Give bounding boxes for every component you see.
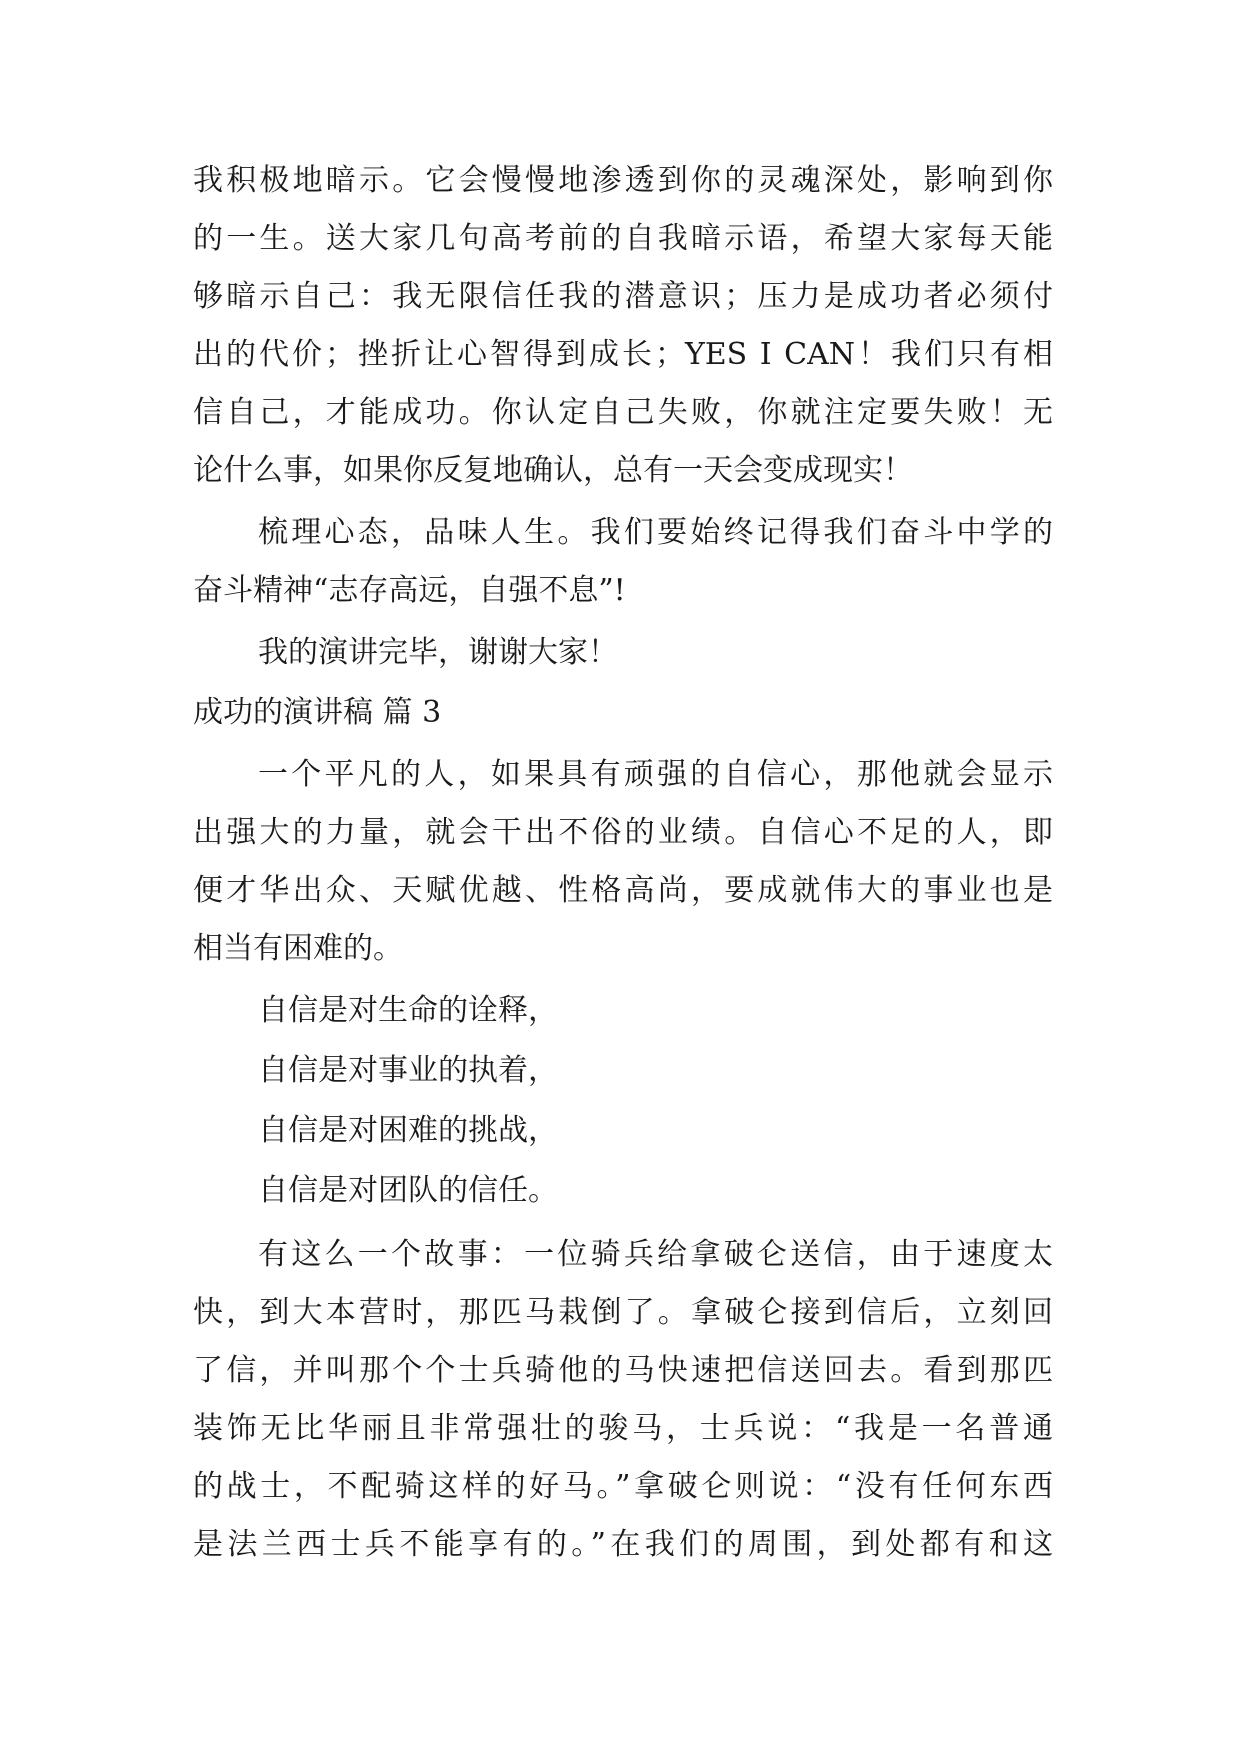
body-text-line: 了信，并叫那个个士兵骑他的马快速把信送回去。看到那匹 — [193, 1353, 1053, 1388]
body-text-line: 信自己，才能成功。你认定自己失败，你就注定要失败！无 — [193, 395, 1053, 430]
verse-line: 自信是对生命的诠释， — [258, 993, 558, 1028]
body-text-line: 梳理心态，品味人生。我们要始终记得我们奋斗中学的 — [258, 515, 1053, 550]
verse-line: 自信是对团队的信任。 — [258, 1173, 558, 1208]
body-text-line: 便才华出众、天赋优越、性格高尚，要成就伟大的事业也是 — [193, 873, 1053, 908]
body-text-line: 奋斗精神“志存高远，自强不息”! — [193, 573, 626, 608]
body-text-line: 出强大的力量，就会干出不俗的业绩。自信心不足的人，即 — [193, 815, 1053, 850]
body-text-line: 一个平凡的人，如果具有顽强的自信心，那他就会显示 — [258, 757, 1053, 792]
body-text-line: 够暗示自己：我无限信任我的潜意识；压力是成功者必须付 — [193, 279, 1053, 314]
body-text-line: 的战士，不配骑这样的好马。”拿破仑则说：“没有任何东西 — [193, 1469, 1053, 1504]
body-text-line: 相当有困难的。 — [193, 931, 403, 966]
body-text-line: 装饰无比华丽且非常强壮的骏马，士兵说：“我是一名普通 — [193, 1411, 1053, 1446]
body-text-line: 快，到大本营时，那匹马栽倒了。拿破仑接到信后，立刻回 — [193, 1295, 1053, 1330]
body-text-line: 是法兰西士兵不能享有的。”在我们的周围，到处都有和这 — [193, 1527, 1053, 1562]
verse-line: 自信是对事业的执着， — [258, 1053, 558, 1088]
body-text-line: 我的演讲完毕，谢谢大家！ — [258, 635, 618, 670]
body-text-line: 的一生。送大家几句高考前的自我暗示语，希望大家每天能 — [193, 221, 1053, 256]
body-text-line: 有这么一个故事：一位骑兵给拿破仑送信，由于速度太 — [258, 1237, 1053, 1272]
body-text-line: 我积极地暗示。它会慢慢地渗透到你的灵魂深处，影响到你 — [193, 163, 1053, 198]
body-text-line: 出的代价；挫折让心智得到成长；YES I CAN！我们只有相 — [193, 337, 1053, 372]
section-heading: 成功的演讲稿 篇 3 — [193, 695, 442, 730]
body-text-line: 论什么事，如果你反复地确认，总有一天会变成现实！ — [193, 453, 913, 488]
verse-line: 自信是对困难的挑战， — [258, 1113, 558, 1148]
